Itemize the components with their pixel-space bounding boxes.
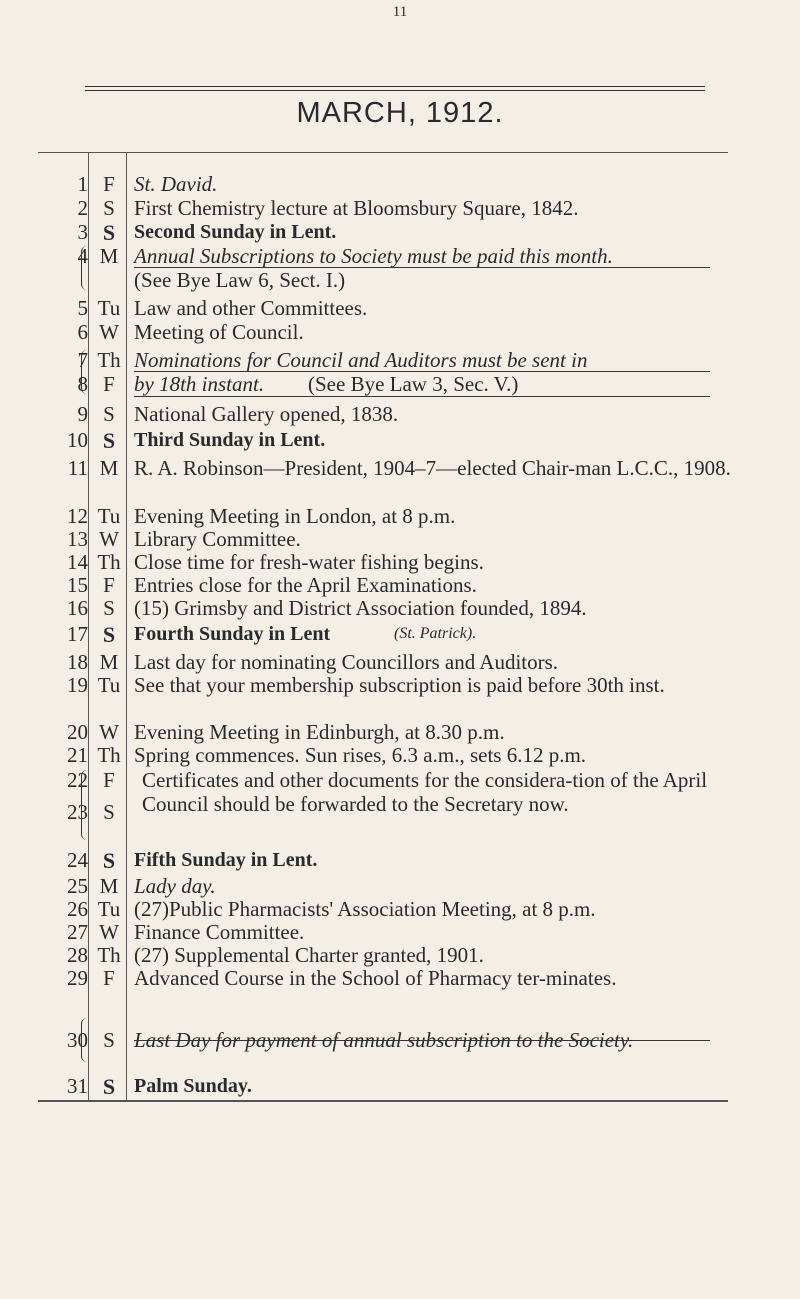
weekday: S	[103, 196, 115, 220]
day-number: 10	[67, 428, 88, 452]
day-number: 18	[67, 650, 88, 674]
weekday: S	[102, 428, 116, 453]
day-number: 23	[67, 800, 88, 824]
day-number: 5	[77, 296, 88, 320]
brace-mark	[81, 246, 92, 290]
page-number: 11	[392, 4, 408, 20]
weekday: S	[102, 848, 116, 873]
weekday: Th	[97, 943, 121, 967]
day-number: 8	[77, 372, 88, 396]
brace-mark	[81, 1018, 92, 1062]
day-number: 9	[77, 402, 88, 426]
day-number: 7	[77, 348, 88, 372]
event-text: Last day for nominating Councillors and Auditors.	[134, 650, 559, 674]
event-text: R. A. Robinson—President, 1904–7—elected Chair-man L.C.C., 1908.	[134, 456, 731, 480]
weekday: S	[102, 622, 116, 647]
day-number: 13	[67, 527, 88, 551]
page-title: MARCH, 1912.	[296, 97, 504, 129]
day-number: 24	[67, 848, 88, 872]
event-text-continued: (See Bye Law 6, Sect. I.)	[134, 268, 346, 292]
day-number: 31	[67, 1074, 88, 1098]
day-number: 11	[67, 456, 88, 480]
underline-rule	[134, 396, 710, 397]
weekday: S	[102, 220, 116, 245]
weekday: F	[103, 172, 115, 196]
day-number: 4	[77, 244, 88, 268]
weekday: M	[99, 244, 119, 268]
event-text: (27)Public Pharmacists' Association Meeting, at 8 p.m.	[134, 897, 596, 921]
event-text: Library Committee.	[134, 527, 301, 551]
weekday: S	[103, 1028, 115, 1052]
day-number: 29	[67, 966, 88, 990]
event-text: Law and other Committees.	[134, 296, 368, 320]
day-number: 12	[67, 504, 88, 528]
weekday: S	[102, 1074, 116, 1099]
weekday: S	[103, 402, 115, 426]
event-text: Certificates and other documents for the considera-tion of the April Council should be forwarded to the Secretary now.	[142, 768, 708, 816]
event-text: Lady day.	[134, 874, 216, 898]
weekday: F	[103, 573, 115, 597]
weekday: Tu	[97, 504, 121, 528]
weekday: Tu	[97, 296, 121, 320]
day-number: 26	[67, 897, 88, 921]
table-bottom-rule	[38, 1100, 728, 1101]
event-text: First Chemistry lecture at Bloomsbury Square, 1842.	[134, 196, 579, 220]
day-number: 16	[67, 596, 88, 620]
underline-rule	[134, 371, 710, 372]
event-text: (15) Grimsby and District Association founded, 1894.	[134, 596, 587, 620]
weekday: F	[103, 372, 115, 396]
event-text: (27) Supplemental Charter granted, 1901.	[134, 943, 484, 967]
event-text: Fifth Sunday in Lent.	[134, 849, 318, 871]
day-number: 1	[77, 172, 88, 196]
weekday: Th	[97, 550, 121, 574]
day-number: 15	[67, 573, 88, 597]
column-divider-weekday	[126, 152, 127, 1100]
event-text: Spring commences. Sun rises, 6.3 a.m., sets 6.12 p.m.	[134, 743, 587, 767]
event-text: National Gallery opened, 1838.	[134, 402, 399, 426]
day-number: 22	[67, 768, 88, 792]
weekday: Th	[97, 348, 121, 372]
event-text: Fourth Sunday in Lent	[134, 623, 331, 645]
event-text: Second Sunday in Lent.	[134, 221, 337, 243]
top-rule-second	[85, 90, 705, 91]
day-number: 28	[67, 943, 88, 967]
event-text: Close time for fresh-water fishing begins.	[134, 550, 484, 574]
weekday: S	[103, 800, 115, 824]
weekday: Th	[97, 743, 121, 767]
underline-rule	[134, 267, 710, 268]
weekday: F	[103, 966, 115, 990]
day-number: 30	[67, 1028, 88, 1052]
weekday: W	[99, 527, 119, 551]
event-text: Nominations for Council and Auditors must be sent in	[134, 348, 588, 372]
weekday: F	[103, 768, 115, 792]
event-text: Third Sunday in Lent.	[134, 429, 326, 451]
event-text: See that your membership subscription is paid before 30th inst.	[134, 673, 665, 697]
weekday: Tu	[97, 673, 121, 697]
event-text: Palm Sunday.	[134, 1075, 252, 1097]
weekday: M	[99, 456, 119, 480]
top-rule	[85, 86, 705, 87]
event-text-continued: (See Bye Law 3, Sec. V.)	[308, 372, 519, 396]
event-text: Evening Meeting in London, at 8 p.m.	[134, 504, 456, 528]
day-number: 17	[67, 622, 88, 646]
weekday: M	[99, 874, 119, 898]
brace-mark	[81, 350, 92, 394]
day-number: 14	[67, 550, 88, 574]
event-text: Finance Committee.	[134, 920, 305, 944]
day-number: 3	[77, 220, 88, 244]
event-text: Advanced Course in the School of Pharmacy ter-minates.	[134, 966, 617, 990]
weekday: M	[99, 650, 119, 674]
event-text: by 18th instant.	[134, 372, 265, 396]
event-text: St. David.	[134, 172, 218, 196]
weekday: S	[103, 596, 115, 620]
weekday: W	[99, 920, 119, 944]
event-text: Meeting of Council.	[134, 320, 304, 344]
day-number: 27	[67, 920, 88, 944]
day-number: 25	[67, 874, 88, 898]
day-number: 19	[67, 673, 88, 697]
event-text: Evening Meeting in Edinburgh, at 8.30 p.m.	[134, 720, 505, 744]
day-number: 6	[77, 320, 88, 344]
column-divider-day	[88, 152, 89, 1100]
weekday: W	[99, 320, 119, 344]
weekday: W	[99, 720, 119, 744]
brace-mark	[81, 770, 92, 840]
event-text-continued: (St. Patrick).	[394, 625, 477, 642]
day-number: 20	[67, 720, 88, 744]
event-text: Last Day for payment of annual subscription to the Society.	[134, 1028, 634, 1052]
event-text: Entries close for the April Examinations.	[134, 573, 477, 597]
day-number: 21	[67, 743, 88, 767]
underline-rule	[134, 1040, 710, 1041]
weekday: Tu	[97, 897, 121, 921]
event-text: Annual Subscriptions to Society must be paid this month.	[134, 244, 613, 268]
day-number: 2	[77, 196, 88, 220]
